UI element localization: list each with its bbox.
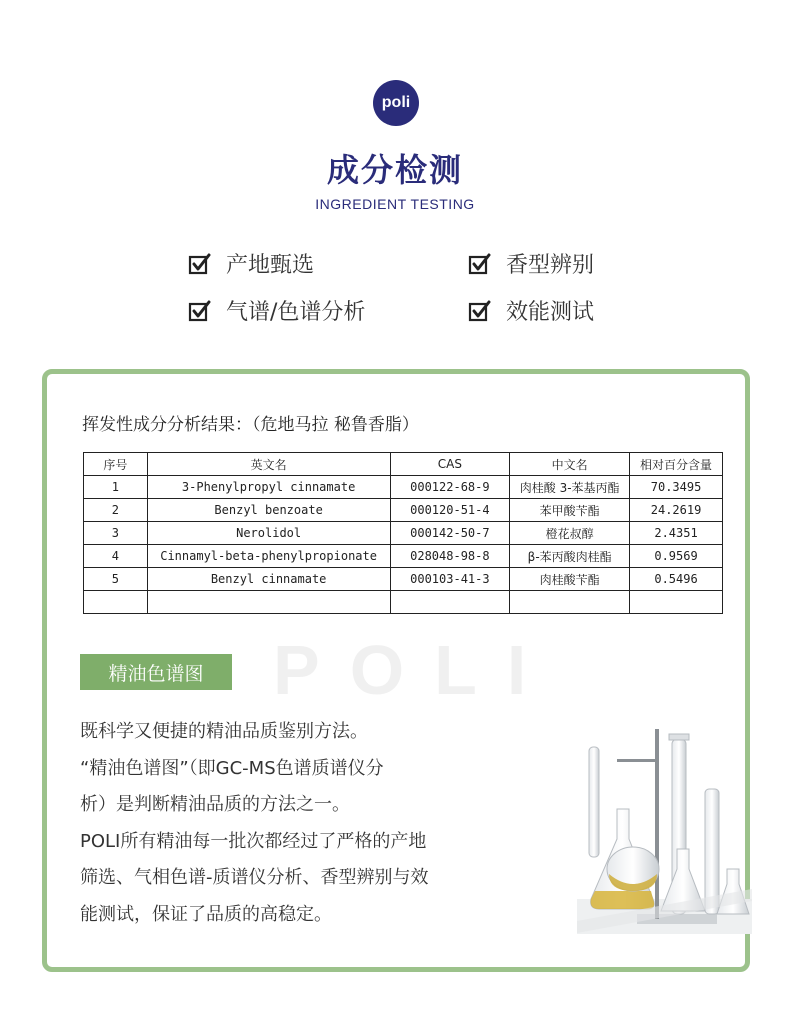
paragraph-line: 能测试，保证了品质的高稳定。 [80,903,332,925]
cell-english-name: Cinnamyl-beta-phenylpropionate [147,545,390,568]
poli-logo: poli [373,80,419,126]
lab-glassware-illustration [577,719,752,934]
page-subtitle: INGREDIENT TESTING [315,196,475,212]
table-row [84,568,723,591]
cell-cas: 000142-50-7 [390,522,510,545]
feature-label: 香型辨别 [506,253,595,278]
cell-index: 4 [84,545,148,568]
paragraph-line: 析）是判断精油品质的方法之一。 [80,794,350,815]
paragraph-line: 筛选、气相色谱-质谱仪分析、香型辨别与效 [80,867,429,888]
cell-index: 5 [84,568,148,591]
cell-percentage: 70.3495 [630,476,723,499]
cell-chinese-name: β-苯丙酸肉桂酯 [510,545,630,568]
header-cas: CAS [390,453,510,476]
cell-index: 3 [84,522,148,545]
checkbox-checked-icon [468,252,492,276]
page-title: 成分检测 [326,151,463,189]
feature-scent [468,248,594,279]
cell-chinese-name: 橙花叔醇 [510,522,630,545]
cell-percentage: 24.2619 [630,499,723,522]
table-header-row [84,453,723,476]
table-row [84,545,723,568]
cell-index: 2 [84,499,148,522]
cell-index: 1 [84,476,148,499]
paragraph-line: 既科学又便捷的精油品质鉴别方法。 [80,721,368,742]
description-paragraph [80,714,500,933]
table-row-cropped [84,591,723,614]
result-title: 挥发性成分分析结果：（危地马拉 秘鲁香脂） [82,415,419,435]
cell-chinese-name: 苯甲酸苄酯 [510,499,630,522]
header-index: 序号 [84,453,148,476]
cell-english-name: 3-Phenylpropyl cinnamate [147,476,390,499]
paragraph-line: “精油色谱图”（即GC-MS色谱质谱仪分 [80,757,384,779]
paragraph-line: POLI所有精油每一批次都经过了严格的产地 [80,830,427,852]
feature-chromatography [188,295,365,326]
cell-cas: 028048-98-8 [390,545,510,568]
composition-table [83,452,723,614]
cell-cas: 000120-51-4 [390,499,510,522]
analysis-panel [42,369,750,972]
table-row [84,476,723,499]
cell-percentage: 0.9569 [630,545,723,568]
cell-percentage: 0.5496 [630,568,723,591]
feature-label: 产地甄选 [226,253,315,278]
feature-origin [188,248,314,279]
table-row [84,499,723,522]
cell-chinese-name: 肉桂酸 3-苯基丙酯 [510,476,630,499]
cell-english-name: Benzyl cinnamate [147,568,390,591]
feature-label: 效能测试 [506,300,595,325]
table-row [84,522,723,545]
section-tag: 精油色谱图 [80,654,232,690]
checkbox-checked-icon [468,299,492,323]
cell-chinese-name: 肉桂酸苄酯 [510,568,630,591]
watermark: POLI [273,631,557,709]
checkbox-checked-icon [188,252,212,276]
checkbox-checked-icon [188,299,212,323]
feature-label: 气谱/色谱分析 [226,300,366,325]
header-chinese-name: 中文名 [510,453,630,476]
header-english-name: 英文名 [147,453,390,476]
cell-percentage: 2.4351 [630,522,723,545]
feature-efficacy [468,295,594,326]
cell-english-name: Nerolidol [147,522,390,545]
header-percentage: 相对百分含量 [630,453,723,476]
cell-cas: 000122-68-9 [390,476,510,499]
cell-english-name: Benzyl benzoate [147,499,390,522]
cell-cas: 000103-41-3 [390,568,510,591]
